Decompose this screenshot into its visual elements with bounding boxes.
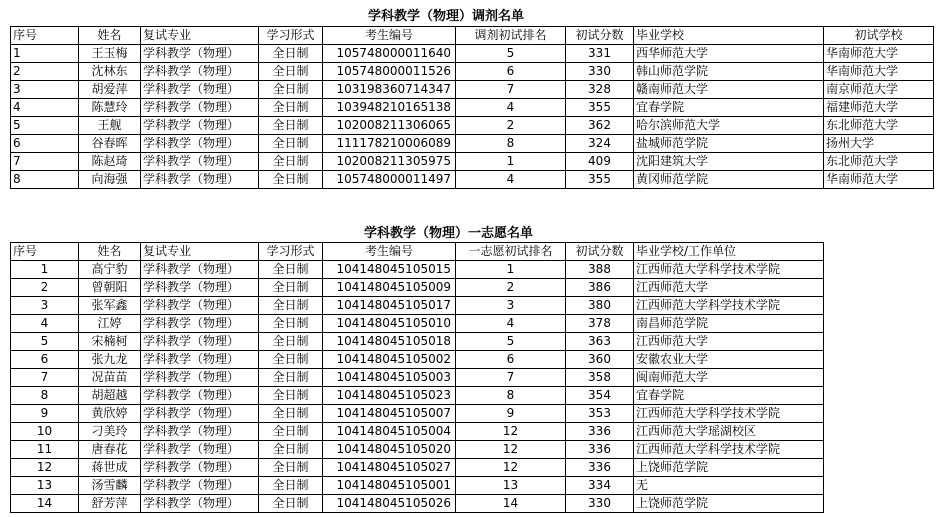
table-cell: 6	[11, 135, 79, 153]
table-cell: 全日制	[259, 117, 323, 135]
table-cell: 学科教学（物理）	[141, 135, 259, 153]
table-cell: 王舰	[79, 117, 141, 135]
table-row	[11, 315, 824, 333]
table-cell: 全日制	[259, 459, 323, 477]
table-cell: 6	[456, 63, 566, 81]
table-cell: 学科教学（物理）	[141, 459, 259, 477]
column-header: 考生编号	[323, 243, 456, 261]
table-cell: 5	[11, 333, 79, 351]
table-cell: 江西师范大学科学技术学院	[634, 297, 824, 315]
column-header: 姓名	[79, 27, 141, 45]
table-cell: 362	[566, 117, 634, 135]
table-cell: 谷春晖	[79, 135, 141, 153]
table-cell: 12	[456, 441, 566, 459]
table-cell: 全日制	[259, 81, 323, 99]
table-cell: 330	[566, 495, 634, 513]
table-row	[11, 459, 824, 477]
table-cell: 西华师范大学	[634, 45, 824, 63]
table-cell: 江西师范大学	[634, 279, 824, 297]
table-cell: 2	[456, 117, 566, 135]
table-cell: 王玉梅	[79, 45, 141, 63]
table-cell: 7	[11, 369, 79, 387]
table-cell: 江西师范大学科学技术学院	[634, 441, 824, 459]
table-cell: 张九龙	[79, 351, 141, 369]
table-cell: 14	[11, 495, 79, 513]
table-cell: 9	[11, 405, 79, 423]
table-cell: 355	[566, 171, 634, 189]
column-header: 序号	[11, 27, 79, 45]
column-header: 复试专业	[141, 243, 259, 261]
table-cell: 东北师范大学	[824, 153, 934, 171]
table-cell: 5	[11, 117, 79, 135]
table-cell: 宜春学院	[634, 387, 824, 405]
table-cell: 4	[456, 171, 566, 189]
table-row	[11, 117, 934, 135]
header-row	[11, 243, 824, 261]
table-cell: 全日制	[259, 99, 323, 117]
table-cell: 336	[566, 441, 634, 459]
table-row	[11, 351, 824, 369]
table-cell: 闽南师范大学	[634, 369, 824, 387]
column-header: 复试专业	[141, 27, 259, 45]
table-row	[11, 495, 824, 513]
table-cell: 全日制	[259, 315, 323, 333]
table-cell: 1	[456, 153, 566, 171]
table1-title: 学科教学（物理）调剂名单	[368, 9, 525, 24]
table-cell: 上饶师范学院	[634, 495, 824, 513]
table-cell: 江婷	[79, 315, 141, 333]
table-cell: 况苗苗	[79, 369, 141, 387]
table-cell: 104148045105007	[323, 405, 456, 423]
first-choice-list-table	[10, 242, 824, 513]
table-cell: 全日制	[259, 63, 323, 81]
table-cell: 舒芳萍	[79, 495, 141, 513]
table-cell: 8	[456, 387, 566, 405]
table-cell: 赣南师范大学	[634, 81, 824, 99]
table-cell: 全日制	[259, 333, 323, 351]
table-cell: 104148045105009	[323, 279, 456, 297]
table-cell: 2	[11, 63, 79, 81]
table-row	[11, 171, 934, 189]
table-row	[11, 45, 934, 63]
table-row	[11, 369, 824, 387]
table-row	[11, 477, 824, 495]
table-cell: 104148045105004	[323, 423, 456, 441]
table-cell: 陈慧玲	[79, 99, 141, 117]
table-cell: 334	[566, 477, 634, 495]
table-cell: 江西师范大学科学技术学院	[634, 405, 824, 423]
table-cell: 3	[456, 297, 566, 315]
table-cell: 陈赵琦	[79, 153, 141, 171]
header-row	[11, 27, 934, 45]
table-cell: 330	[566, 63, 634, 81]
adjustment-list-table	[10, 26, 934, 189]
table-cell: 学科教学（物理）	[141, 495, 259, 513]
table-cell: 沈阳建筑大学	[634, 153, 824, 171]
table-cell: 103948210165138	[323, 99, 456, 117]
table-cell: 宜春学院	[634, 99, 824, 117]
table-row	[11, 441, 824, 459]
table-cell: 华南师范大学	[824, 45, 934, 63]
table-cell: 1	[456, 261, 566, 279]
table-cell: 3	[11, 297, 79, 315]
table-cell: 学科教学（物理）	[141, 405, 259, 423]
table-cell: 4	[11, 315, 79, 333]
table-row	[11, 63, 934, 81]
column-header: 序号	[11, 243, 79, 261]
table-cell: 4	[456, 99, 566, 117]
table-cell: 学科教学（物理）	[141, 99, 259, 117]
table-row	[11, 81, 934, 99]
table-row	[11, 333, 824, 351]
table-cell: 12	[456, 423, 566, 441]
table-cell: 12	[456, 459, 566, 477]
table-cell: 324	[566, 135, 634, 153]
column-header: 姓名	[79, 243, 141, 261]
column-header: 毕业学校	[634, 27, 824, 45]
table-cell: 全日制	[259, 279, 323, 297]
table-row	[11, 135, 934, 153]
table-cell: 360	[566, 351, 634, 369]
column-header: 毕业学校/工作单位	[634, 243, 824, 261]
table-cell: 盐城师范学院	[634, 135, 824, 153]
table-cell: 全日制	[259, 45, 323, 63]
table-cell: 8	[11, 171, 79, 189]
table-cell: 336	[566, 423, 634, 441]
table-cell: 7	[456, 369, 566, 387]
table-cell: 105748000011497	[323, 171, 456, 189]
table-cell: 105748000011526	[323, 63, 456, 81]
table-cell: 学科教学（物理）	[141, 81, 259, 99]
table-cell: 104148045105002	[323, 351, 456, 369]
table-cell: 6	[11, 351, 79, 369]
table-cell: 唐春花	[79, 441, 141, 459]
table-cell: 学科教学（物理）	[141, 333, 259, 351]
table-cell: 13	[456, 477, 566, 495]
table2-title: 学科教学（物理）一志愿名单	[364, 226, 534, 241]
table-cell: 2	[456, 279, 566, 297]
table-cell: 336	[566, 459, 634, 477]
table-cell: 全日制	[259, 387, 323, 405]
table-cell: 胡超越	[79, 387, 141, 405]
table-cell: 黄冈师范学院	[634, 171, 824, 189]
table-cell: 全日制	[259, 405, 323, 423]
table-cell: 上饶师范学院	[634, 459, 824, 477]
table-row	[11, 153, 934, 171]
table-cell: 江西师范大学瑶湖校区	[634, 423, 824, 441]
table-cell: 104148045105027	[323, 459, 456, 477]
table-row	[11, 297, 824, 315]
table-cell: 8	[11, 387, 79, 405]
table-cell: 学科教学（物理）	[141, 477, 259, 495]
table-cell: 104148045105020	[323, 441, 456, 459]
table-cell: 韩山师范学院	[634, 63, 824, 81]
table-cell: 104148045105001	[323, 477, 456, 495]
table-cell: 6	[456, 351, 566, 369]
table-cell: 华南师范大学	[824, 171, 934, 189]
table-cell: 363	[566, 333, 634, 351]
table-cell: 曾朝阳	[79, 279, 141, 297]
table-cell: 宋楠柯	[79, 333, 141, 351]
table-cell: 全日制	[259, 423, 323, 441]
table-cell: 学科教学（物理）	[141, 315, 259, 333]
table-cell: 学科教学（物理）	[141, 369, 259, 387]
table-cell: 学科教学（物理）	[141, 297, 259, 315]
column-header: 学习形式	[259, 243, 323, 261]
table-cell: 全日制	[259, 297, 323, 315]
table-cell: 全日制	[259, 495, 323, 513]
table-cell: 学科教学（物理）	[141, 351, 259, 369]
table-cell: 104148045105010	[323, 315, 456, 333]
table-cell: 104148045105015	[323, 261, 456, 279]
table-cell: 蒋世成	[79, 459, 141, 477]
table-cell: 102008211305975	[323, 153, 456, 171]
column-header: 学习形式	[259, 27, 323, 45]
table-cell: 福建师范大学	[824, 99, 934, 117]
table-cell: 4	[456, 315, 566, 333]
table-cell: 黄欣婷	[79, 405, 141, 423]
table-cell: 380	[566, 297, 634, 315]
table-cell: 111178210006089	[323, 135, 456, 153]
column-header: 初试学校	[824, 27, 934, 45]
table-cell: 学科教学（物理）	[141, 153, 259, 171]
table-cell: 7	[456, 81, 566, 99]
table-cell: 354	[566, 387, 634, 405]
table-cell: 东北师范大学	[824, 117, 934, 135]
table-cell: 南京师范大学	[824, 81, 934, 99]
table-cell: 9	[456, 405, 566, 423]
table-cell: 张军鑫	[79, 297, 141, 315]
table-cell: 全日制	[259, 153, 323, 171]
table-cell: 1	[11, 261, 79, 279]
table-cell: 10	[11, 423, 79, 441]
table-cell: 全日制	[259, 171, 323, 189]
table-cell: 学科教学（物理）	[141, 441, 259, 459]
column-header: 考生编号	[323, 27, 456, 45]
column-header: 初试分数	[566, 27, 634, 45]
table-cell: 328	[566, 81, 634, 99]
table-cell: 学科教学（物理）	[141, 63, 259, 81]
table-cell: 胡爱萍	[79, 81, 141, 99]
table-cell: 向海强	[79, 171, 141, 189]
table-cell: 378	[566, 315, 634, 333]
table-cell: 江西师范大学	[634, 333, 824, 351]
table-cell: 学科教学（物理）	[141, 423, 259, 441]
table-cell: 8	[456, 135, 566, 153]
table-cell: 4	[11, 99, 79, 117]
table-cell: 5	[456, 333, 566, 351]
table-cell: 扬州大学	[824, 135, 934, 153]
table-cell: 3	[11, 81, 79, 99]
table-cell: 102008211306065	[323, 117, 456, 135]
table-cell: 5	[456, 45, 566, 63]
table-row	[11, 387, 824, 405]
table-cell: 沈林东	[79, 63, 141, 81]
table-cell: 358	[566, 369, 634, 387]
table-cell: 全日制	[259, 477, 323, 495]
table-row	[11, 405, 824, 423]
column-header: 初试分数	[566, 243, 634, 261]
table-cell: 331	[566, 45, 634, 63]
table-cell: 无	[634, 477, 824, 495]
table-cell: 安徽农业大学	[634, 351, 824, 369]
table-cell: 学科教学（物理）	[141, 117, 259, 135]
table-cell: 353	[566, 405, 634, 423]
column-header: 调剂初试排名	[456, 27, 566, 45]
table-cell: 学科教学（物理）	[141, 261, 259, 279]
table-cell: 刁美玲	[79, 423, 141, 441]
table-cell: 409	[566, 153, 634, 171]
table-row	[11, 261, 824, 279]
table-cell: 学科教学（物理）	[141, 387, 259, 405]
table-cell: 1	[11, 45, 79, 63]
table-row	[11, 99, 934, 117]
table-cell: 104148045105026	[323, 495, 456, 513]
table-cell: 全日制	[259, 351, 323, 369]
table-cell: 学科教学（物理）	[141, 171, 259, 189]
table-cell: 105748000011640	[323, 45, 456, 63]
table-cell: 13	[11, 477, 79, 495]
table-cell: 南昌师范学院	[634, 315, 824, 333]
table-cell: 学科教学（物理）	[141, 45, 259, 63]
table-cell: 学科教学（物理）	[141, 279, 259, 297]
table-cell: 全日制	[259, 441, 323, 459]
table-cell: 2	[11, 279, 79, 297]
table-cell: 104148045105018	[323, 333, 456, 351]
table-cell: 14	[456, 495, 566, 513]
table-cell: 386	[566, 279, 634, 297]
table-cell: 103198360714347	[323, 81, 456, 99]
table-row	[11, 423, 824, 441]
table-cell: 104148045105023	[323, 387, 456, 405]
table-cell: 江西师范大学科学技术学院	[634, 261, 824, 279]
table-cell: 355	[566, 99, 634, 117]
table-cell: 104148045105003	[323, 369, 456, 387]
table-cell: 哈尔滨师范大学	[634, 117, 824, 135]
table-cell: 华南师范大学	[824, 63, 934, 81]
table-cell: 全日制	[259, 261, 323, 279]
table-cell: 汤雪麟	[79, 477, 141, 495]
table-cell: 12	[11, 459, 79, 477]
column-header: 一志愿初试排名	[456, 243, 566, 261]
table-cell: 104148045105017	[323, 297, 456, 315]
table-cell: 388	[566, 261, 634, 279]
table-cell: 11	[11, 441, 79, 459]
table-cell: 全日制	[259, 135, 323, 153]
table-cell: 高宁豹	[79, 261, 141, 279]
table-row	[11, 279, 824, 297]
table-cell: 全日制	[259, 369, 323, 387]
table-cell: 7	[11, 153, 79, 171]
